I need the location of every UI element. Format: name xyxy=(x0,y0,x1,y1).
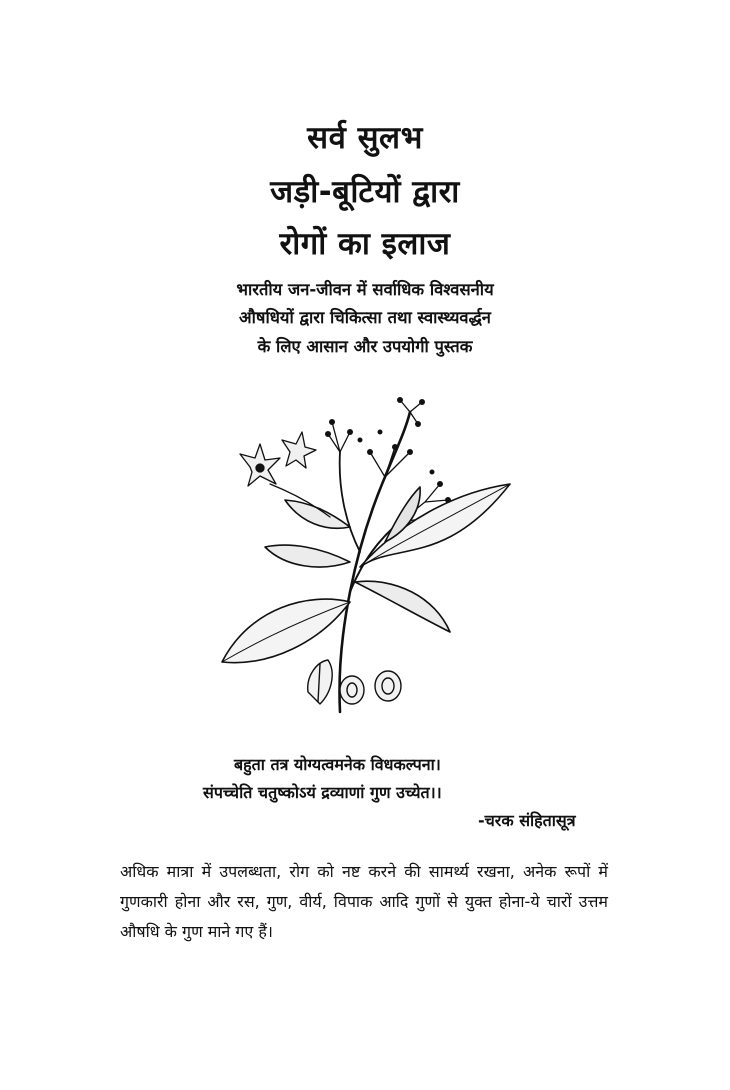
herb-illustration xyxy=(210,392,520,722)
book-title-line-2: जड़ी-बूटियों द्वारा xyxy=(270,174,460,210)
sanskrit-verse-line-1: बहुता तत्र योग्यत्वमनेक विधकल्पना। xyxy=(234,755,441,774)
sanskrit-verse-line-2: संपच्चेति चतुष्कोऽयं द्रव्याणां गुण उच्येत।। xyxy=(203,783,442,802)
subtitle-line-1: भारतीय जन-जीवन में सर्वाधिक विश्वसनीय xyxy=(236,280,494,299)
description-paragraph: अधिक मात्रा में उपलब्धता, रोग को नष्ट करने की सामर्थ्य रखना, अनेक रूपों में गुणकारी होना और रस, गुण, वीर्य, विपाक आदि गुणों से युक्त होना-ये चारों उत्तम औषधि के गुण माने गए हैं। xyxy=(120,862,608,941)
book-title-line-1: सर्व सुलभ xyxy=(307,120,423,156)
book-title-line-3: रोगों का इलाज xyxy=(279,226,451,262)
subtitle-line-2: औषधियों द्वारा चिकित्सा तथा स्वास्थ्यवर्द्धन xyxy=(239,308,491,327)
subtitle-line-3: के लिए आसान और उपयोगी पुस्तक xyxy=(257,337,473,356)
verse-attribution: -चरक संहितासूत्र xyxy=(478,811,576,830)
